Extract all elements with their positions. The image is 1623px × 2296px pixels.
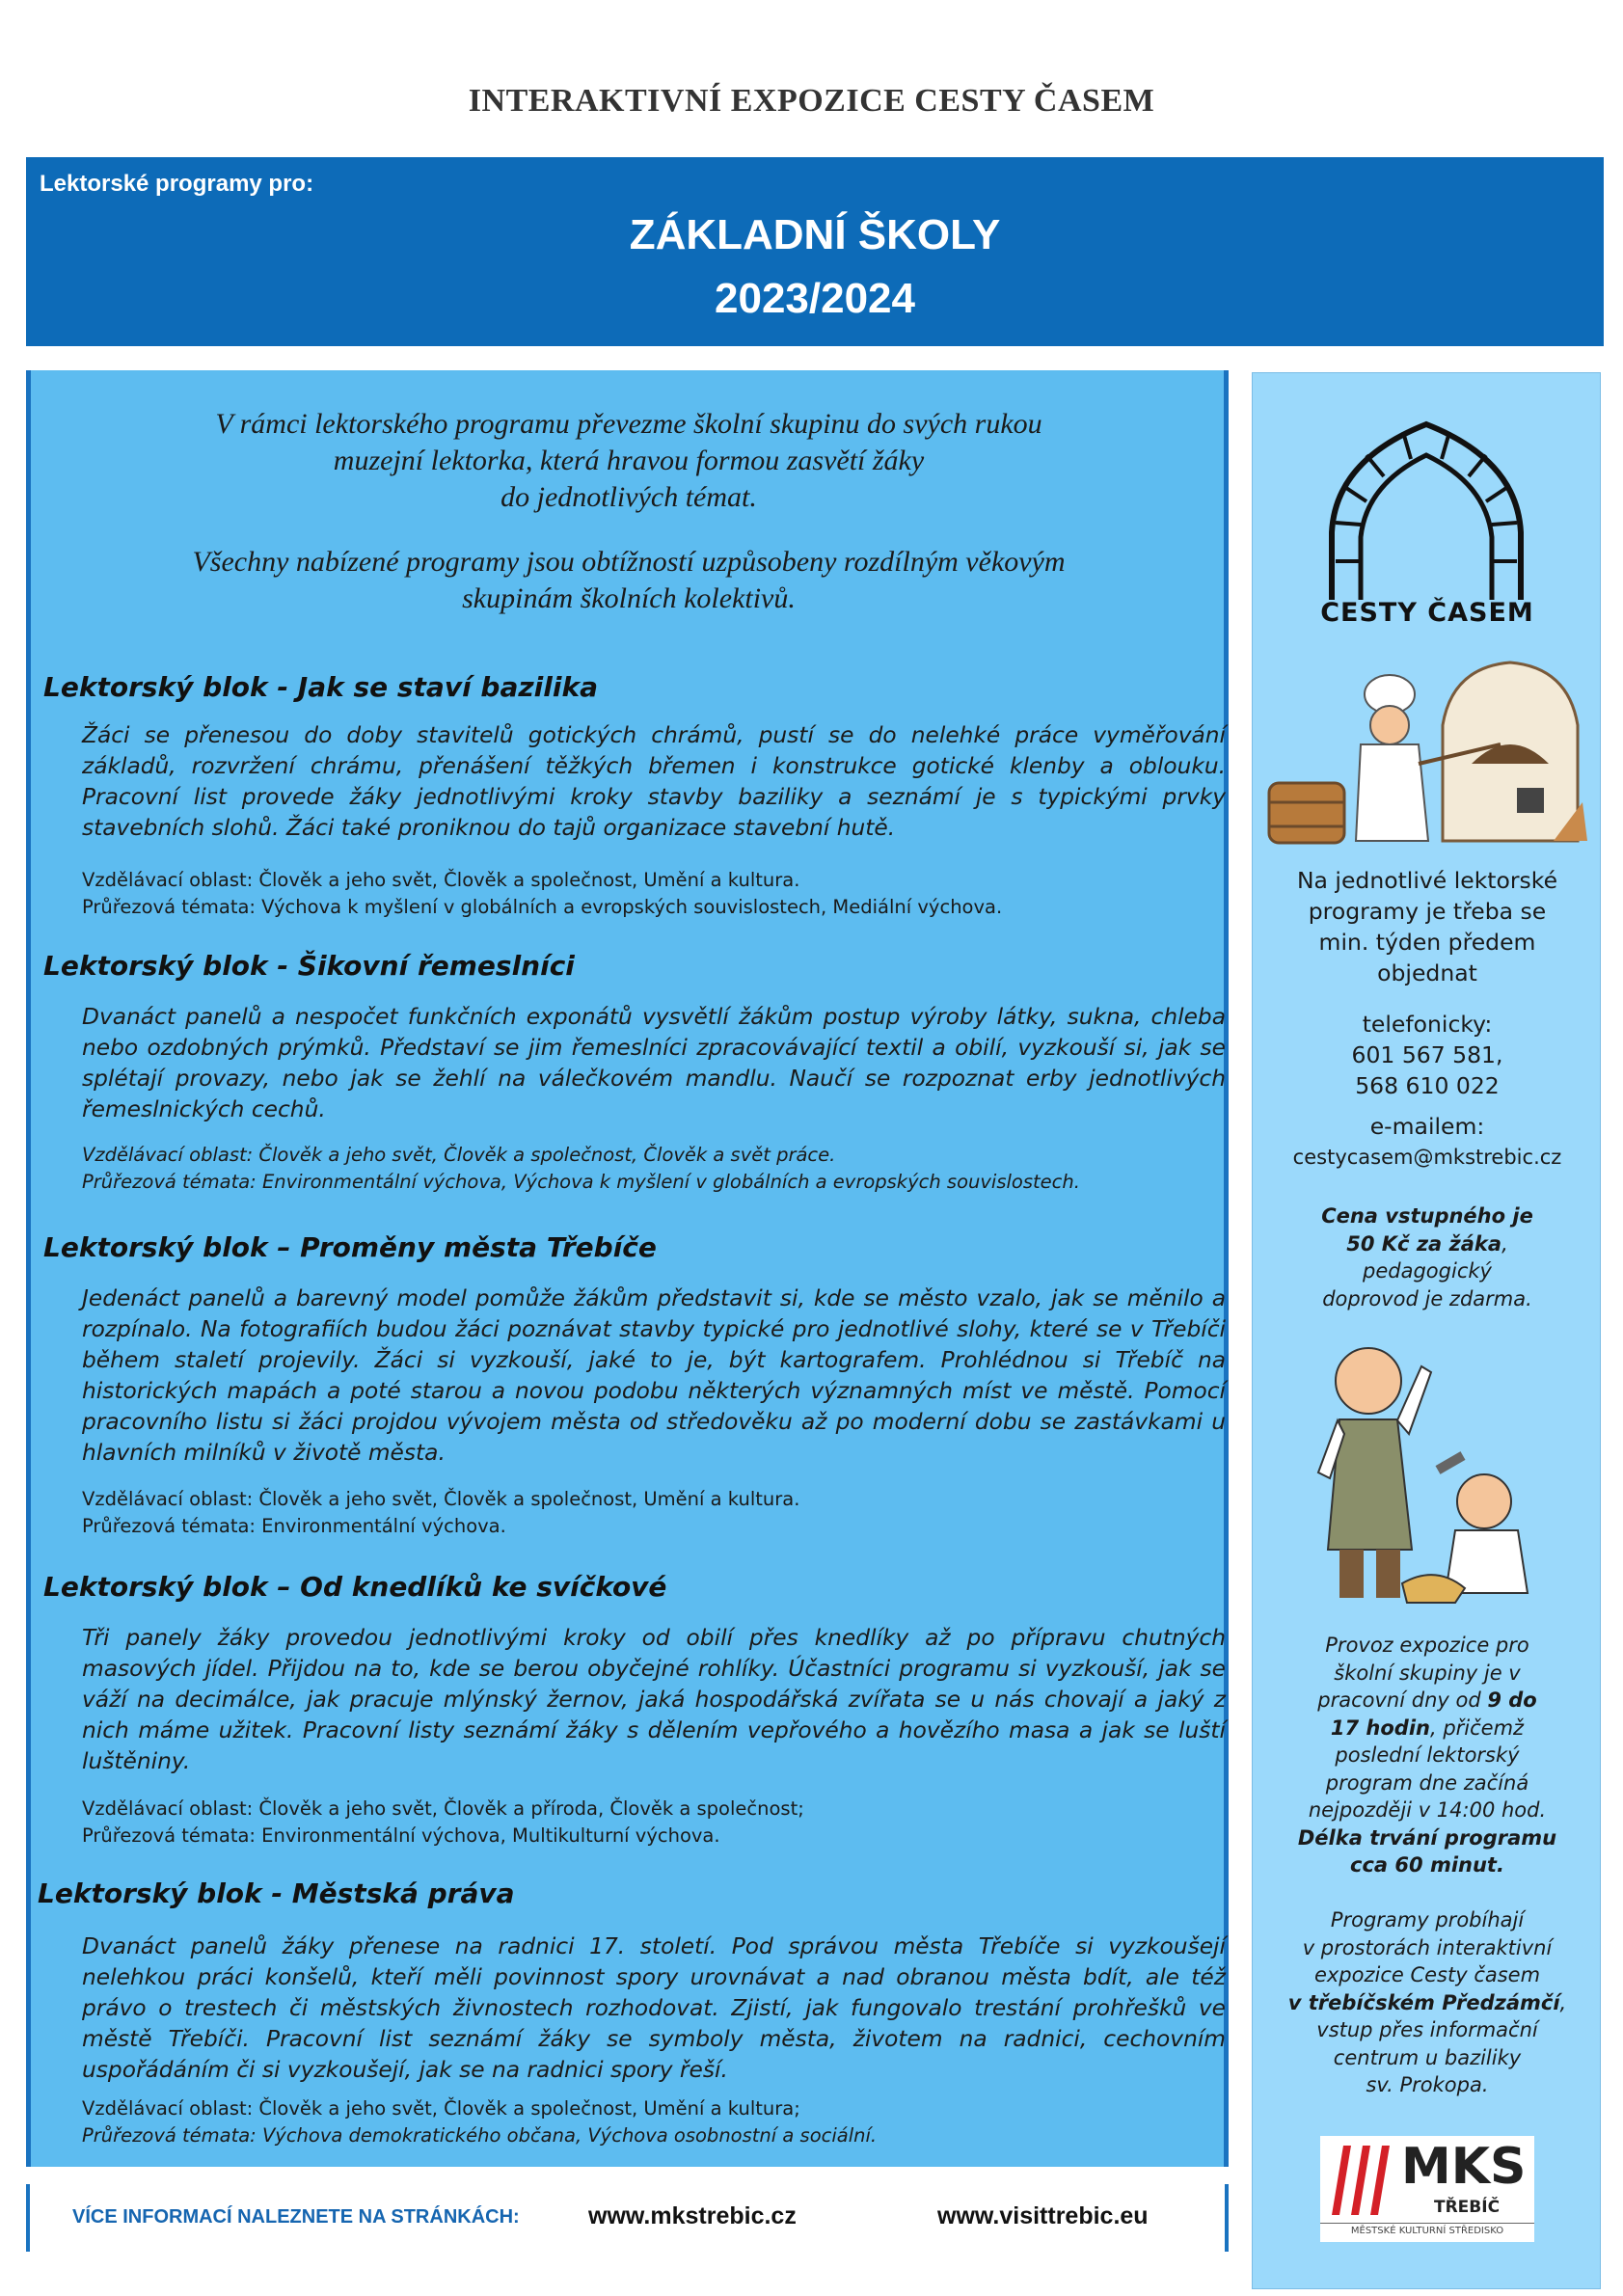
block-title: Lektorský blok - Jak se staví bazilika: [43, 671, 598, 703]
block-title: Lektorský blok – Proměny města Třebíče: [43, 1231, 657, 1263]
programs-for-label: Lektorské programy pro:: [40, 171, 314, 197]
email-link[interactable]: cestycasem@mkstrebic.cz: [1292, 1146, 1562, 1169]
block-description: Tři panely žáky provedou jednotlivými kroky od obilí přes knedlíky až po přípravu chutných masových jídel. Přijdou na to, kde se berou obyčejné rohlíky. Účastníci programu si vyzkouší, jak se váží na decimálce, jak pracuje mlýnský žernov, jaká hospodářská zvířata se u nás chovají a jaký z nich máme užitek. Pracovní listy seznámí žáky s dělením vepřového a hovězího masa a jak se luští luštěniny.: [82, 1625, 1226, 1774]
block-cross-topics: Průřezová témata: Výchova k myšlení v globálních a evropských souvislostech, Mediální výchova.: [82, 896, 1003, 918]
header-banner: [26, 157, 1604, 346]
footer-link-visittrebic[interactable]: www.visittrebic.eu: [937, 2202, 1149, 2229]
block-description: Žáci se přenesou do doby stavitelů gotických chrámů, pustí se do nelehké práce vyměřování základů, rozvržení chrámu, přenášení těžkých břemen i konstrukce gotické klenby a oblouku. Pracovní list provede žáky jednotlivými kroky stavby baziliky a seznámí je s typickými prvky stavebních slohů. Žáci také proniknou do tajů organizace stavební hutě.: [82, 722, 1226, 841]
footer-link-mkstrebic[interactable]: www.mkstrebic.cz: [588, 2202, 797, 2229]
audience-title: ZÁKLADNÍ ŠKOLY: [629, 211, 1001, 258]
mks-flame-icon: [1324, 2142, 1397, 2217]
logo-text: CESTY ČASEM: [1320, 598, 1534, 628]
opening-hours-info: Provoz expozice pro školní skupiny je v pracovní dny od 9 do 17 hodin, přičemž poslední lektorský program dne začíná nejpozději v 14:00 hod. Délka trvání programu cca 60 minut.: [1297, 1634, 1557, 1877]
craftsmen-illustration-icon: [1301, 1328, 1552, 1607]
block-description: Dvanáct panelů a nespočet funkčních exponátů vysvětlí žákům postup výroby látky, sukna, chleba nebo ozdobných prýmků. Představí se jim řemeslníci zpracovávající textil a obilí, vyzkouší si, jak se splétají provazy, nebo jak se žehlí na válečkovém mandlu. Naučí se rozpoznat erby jednotlivých řemeslnických cechů.: [82, 1004, 1226, 1122]
mks-logo-big: MKS: [1401, 2138, 1527, 2196]
block-education-area: Vzdělávací oblast: Člověk a jeho svět, Člověk a společnost, Umění a kultura.: [82, 869, 800, 891]
intro-paragraph-1: V rámci lektorského programu převezme školní skupinu do svých rukou muzejní lektorka, která hravou formou zasvětí žáky do jednotlivých témat.: [215, 408, 1042, 513]
school-year: 2023/2024: [715, 275, 915, 322]
block-education-area: Vzdělávací oblast: Člověk a jeho svět, Člověk a společnost, Člověk a svět práce.: [82, 1144, 836, 1166]
block-education-area: Vzdělávací oblast: Člověk a jeho svět, Člověk a společnost, Umění a kultura.: [82, 1488, 800, 1510]
info-sidebar: [1252, 372, 1601, 2289]
block-title: Lektorský blok – Od knedlíků ke svíčkové: [43, 1571, 667, 1603]
mks-logo: [1320, 2136, 1534, 2242]
email-label: e-mailem:: [1369, 1113, 1485, 1140]
mks-logo-city: TŘEBÍČ: [1434, 2198, 1501, 2217]
block-education-area: Vzdělávací oblast: Člověk a jeho svět, Člověk a příroda, Člověk a společnost;: [82, 1797, 804, 1820]
block-description: Dvanáct panelů žáky přenese na radnici 17. století. Pod správou města Třebíče si vyzkoušejí nelehkou práci konšelů, kteří měli povinnost spory urovnávat a nad obranou města bdít, ale též právo o trestech či městských živnostech rozhodovat. Zjistí, jak fungovalo trestání prohřešků ve městě Třebíči. Pracovní list seznámí žáky se symboly města, životem na radnici, cechovním uspořádáním či si vyzkoušejí, jak se na radnici spory řeší.: [82, 1933, 1226, 2083]
footer-divider: [1225, 2184, 1229, 2252]
price-info: Cena vstupného je 50 Kč za žáka, pedagogický doprovod je zdarma.: [1321, 1204, 1533, 1310]
block-cross-topics: Průřezová témata: Environmentální výchova, Multikulturní výchova.: [82, 1824, 720, 1847]
mks-logo-subtitle: MĚSTSKÉ KULTURNÍ STŘEDISKO: [1320, 2223, 1534, 2236]
footer-divider: [26, 2184, 30, 2252]
block-cross-topics: Průřezová témata: Environmentální výchova.: [82, 1515, 506, 1537]
gothic-arch-logo-icon: [1322, 417, 1530, 614]
block-education-area: Vzdělávací oblast: Člověk a jeho svět, Člověk a společnost, Umění a kultura;: [82, 2097, 800, 2120]
block-cross-topics: Průřezová témata: Výchova demokratického občana, Výchova osobnostní a sociální.: [82, 2124, 878, 2147]
programs-panel: [26, 370, 1229, 2167]
phone-info: telefonicky: 601 567 581, 568 610 022: [1351, 1011, 1503, 1099]
intro-paragraph-2: Všechny nabízené programy jsou obtížností uzpůsobeny rozdílným věkovým skupinám školních kolektivů.: [192, 546, 1066, 614]
block-description: Jedenáct panelů a barevný model pomůže žákům představit si, kde se město vzalo, jak se měnilo a rozpínalo. Na fotografiích budou žáci poznávat stavby typické pro jednotlivé slohy, které se v Třebíči během staletí projevily. Žáci si vyzkouší, jaké to je, být kartografem. Prohlédnou si Třebíč na historických mapách a poté starou a novou podobu některých významných míst ve městě. Pomocí pracovního listu si žáci projdou vývojem města od středověku až po moderní dobu se zastávkami u hlavních milníků v životě města.: [82, 1285, 1226, 1466]
baker-illustration-icon: [1264, 648, 1590, 846]
block-title: Lektorský blok - Šikovní řemeslníci: [43, 950, 575, 982]
document-title: INTERAKTIVNÍ EXPOZICE CESTY ČASEM: [468, 83, 1155, 119]
footer-more-info-label: VÍCE INFORMACÍ NALEZNETE NA STRÁNKÁCH:: [72, 2206, 520, 2228]
block-cross-topics: Průřezová témata: Environmentální výchova, Výchova k myšlení v globálních a evropských souvislostech.: [82, 1171, 1080, 1193]
order-info: Na jednotlivé lektorské programy je třeba se min. týden předem objednat: [1296, 867, 1558, 986]
location-info: Programy probíhají v prostorách interaktivní expozice Cesty časem v třebíčském Předzámčí, vstup přes informační centrum u baziliky sv. Prokopa.: [1287, 1908, 1567, 2096]
block-title: Lektorský blok - Městská práva: [38, 1877, 515, 1909]
